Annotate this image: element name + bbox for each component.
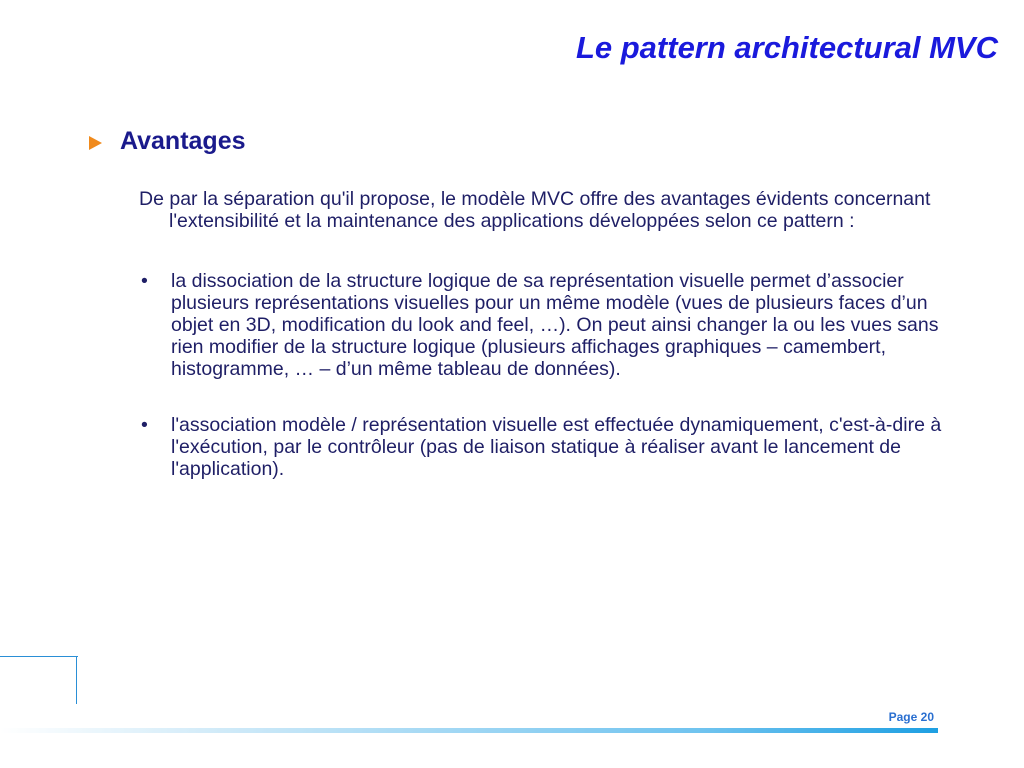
page-number: Page 20 [888, 710, 934, 724]
bullet-text: l'association modèle / représentation visuelle est effectuée dynamiquement, c'est-à-dire à l'exécution, par le contrôleur (pas de liaison statique à réaliser avant le lancement de l'application). [171, 414, 942, 480]
section-heading [89, 127, 246, 156]
bullet-item [139, 414, 979, 480]
bullet-dot: • [141, 414, 148, 436]
slide-body [139, 188, 979, 514]
arrow-right-icon [89, 136, 102, 150]
bullet-dot: • [141, 270, 148, 292]
corner-decoration [0, 656, 78, 706]
bullet-text: la dissociation de la structure logique de sa représentation visuelle permet d’associer plusieurs représentations visuelles pour un même modèle (vues de plusieurs faces d’un objet en 3D, modification du look and feel, …). On peut ainsi changer la ou les vues sans rien modifier de la structure logique (plusieurs affichages graphiques – camembert, histogramme, … – d’un même tableau de données). [171, 270, 939, 380]
footer-gradient-bar [0, 728, 938, 733]
slide-title: Le pattern architectural MVC [575, 30, 998, 65]
bullet-list [139, 270, 979, 480]
corner-horizontal-line [0, 656, 78, 657]
intro-paragraph: De par la séparation qu'il propose, le modèle MVC offre des avantages évidents concernant l'extensibilité et la maintenance des applications développées selon ce pattern : [139, 188, 931, 232]
section-label: Avantages [120, 127, 246, 155]
corner-vertical-line [76, 656, 77, 704]
bullet-item [139, 270, 979, 380]
